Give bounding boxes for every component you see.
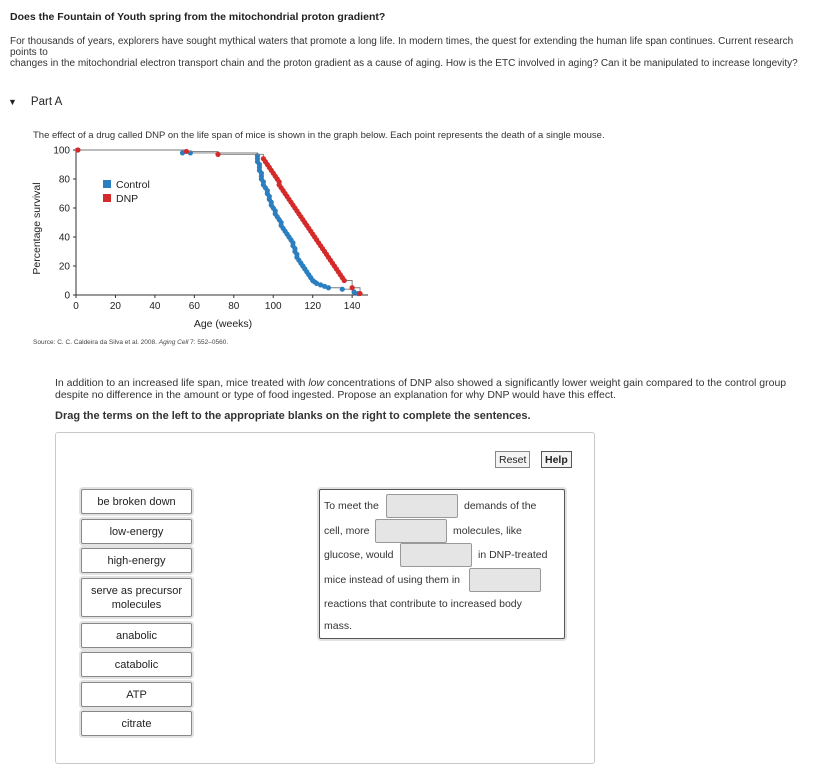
x-tick-label: 0	[73, 301, 79, 312]
drop-blank-4[interactable]	[469, 568, 541, 592]
question-body	[55, 377, 820, 401]
source-prefix: Source: C. C. Caldeira da Silva et al. 2008.	[33, 339, 159, 346]
term-tile[interactable]: citrate	[81, 711, 192, 736]
help-button[interactable]: Help	[541, 451, 572, 468]
intro-line-2: changes in the mitochondrial electron transport chain and the proton gradient as a cause of aging. How is the ETC involved in aging? Can it be manipulated to increase longevity?	[10, 58, 798, 69]
body-emphasis: low	[308, 377, 325, 389]
y-tick-label: 80	[58, 174, 70, 186]
dnp-death-point	[350, 285, 355, 290]
sentence-text: glucose, would	[324, 549, 394, 561]
drop-blank-1[interactable]	[386, 494, 458, 518]
sentence-text: mice instead of using them in	[324, 574, 460, 586]
legend-label-dnp: DNP	[116, 193, 139, 205]
survival-chart	[26, 140, 376, 335]
part-label: Part A	[30, 96, 63, 108]
y-tick-label: 40	[58, 232, 70, 244]
intro-line-1: For thousands of years, explorers have sought mythical waters that promote a long life. In modern times, the quest for extending the human life span continues. Current research points to	[10, 36, 794, 58]
dnp-death-point	[215, 152, 220, 157]
body-line-1	[55, 377, 820, 389]
control-death-point	[326, 285, 331, 290]
x-axis-label: Age (weeks)	[193, 318, 253, 330]
x-tick-label: 120	[304, 301, 322, 312]
legend-swatch-control	[103, 180, 111, 188]
reset-button[interactable]: Reset	[495, 451, 530, 468]
dnp-death-point	[342, 278, 347, 283]
term-tile[interactable]: ATP	[81, 682, 192, 707]
body-text-b: concentrations of DNP also showed a significantly lower weight gain compared to the control group	[324, 377, 787, 389]
body-text-a: In addition to an increased life span, mice treated with	[55, 377, 309, 389]
term-tile[interactable]: low-energy	[81, 519, 192, 544]
x-tick-label: 80	[228, 301, 240, 312]
control-survival-line	[76, 150, 358, 294]
sentence-text: demands of the	[464, 500, 537, 512]
term-tile[interactable]: high-energy	[81, 548, 192, 573]
body-line-2: despite no difference in the amount or type of food ingested. Propose an explanation for why DNP would have this effect.	[55, 389, 616, 401]
dnp-survival-line	[76, 150, 360, 294]
legend-swatch-dnp	[103, 194, 111, 202]
dnp-death-point	[75, 147, 80, 152]
control-death-point	[340, 287, 345, 292]
sentence-text: mass.	[324, 620, 353, 632]
sentence-text: To meet the	[324, 500, 379, 512]
instruction-text: Drag the terms on the left to the appropriate blanks on the right to complete the sentences.	[55, 410, 531, 422]
part-a-toggle[interactable]	[8, 96, 62, 108]
drag-drop-panel	[55, 432, 595, 764]
y-tick-label: 20	[58, 261, 70, 273]
sentence-text: cell, more	[324, 525, 370, 537]
x-tick-label: 140	[343, 301, 361, 312]
sentence-box	[319, 489, 565, 639]
dnp-death-point	[357, 291, 362, 296]
source-journal: Aging Cell	[158, 339, 189, 346]
term-tile[interactable]: anabolic	[81, 623, 192, 648]
drop-blank-3[interactable]	[400, 543, 472, 567]
source-suffix: 7: 552–0560.	[188, 339, 229, 346]
y-tick-label: 100	[53, 145, 70, 157]
graph-caption: The effect of a drug called DNP on the life span of mice is shown in the graph below. Each point represents the death of a single mouse.	[33, 130, 605, 141]
drop-blank-2[interactable]	[375, 519, 447, 543]
source-citation	[33, 339, 228, 346]
x-tick-label: 40	[149, 301, 161, 312]
sentence-text: molecules, like	[453, 525, 522, 537]
term-tile[interactable]: catabolic	[81, 652, 192, 677]
x-tick-label: 20	[109, 301, 122, 312]
sentence-text: in DNP-treated	[478, 549, 548, 561]
y-tick-label: 60	[58, 203, 70, 215]
caret-down-icon: ▼	[8, 97, 17, 107]
term-tile[interactable]: serve as precursor molecules	[81, 578, 192, 617]
sentence-text: reactions that contribute to increased body	[324, 598, 522, 610]
x-tick-label: 60	[188, 301, 200, 312]
intro-paragraph	[10, 36, 818, 69]
y-tick-label: 0	[64, 290, 70, 302]
x-tick-label: 100	[264, 301, 282, 312]
question-title: Does the Fountain of Youth spring from the mitochondrial proton gradient?	[10, 11, 386, 23]
legend-label-control: Control	[116, 179, 150, 191]
dnp-death-point	[184, 149, 189, 154]
term-tile[interactable]: be broken down	[81, 489, 192, 514]
y-axis-label: Percentage survival	[31, 182, 43, 275]
